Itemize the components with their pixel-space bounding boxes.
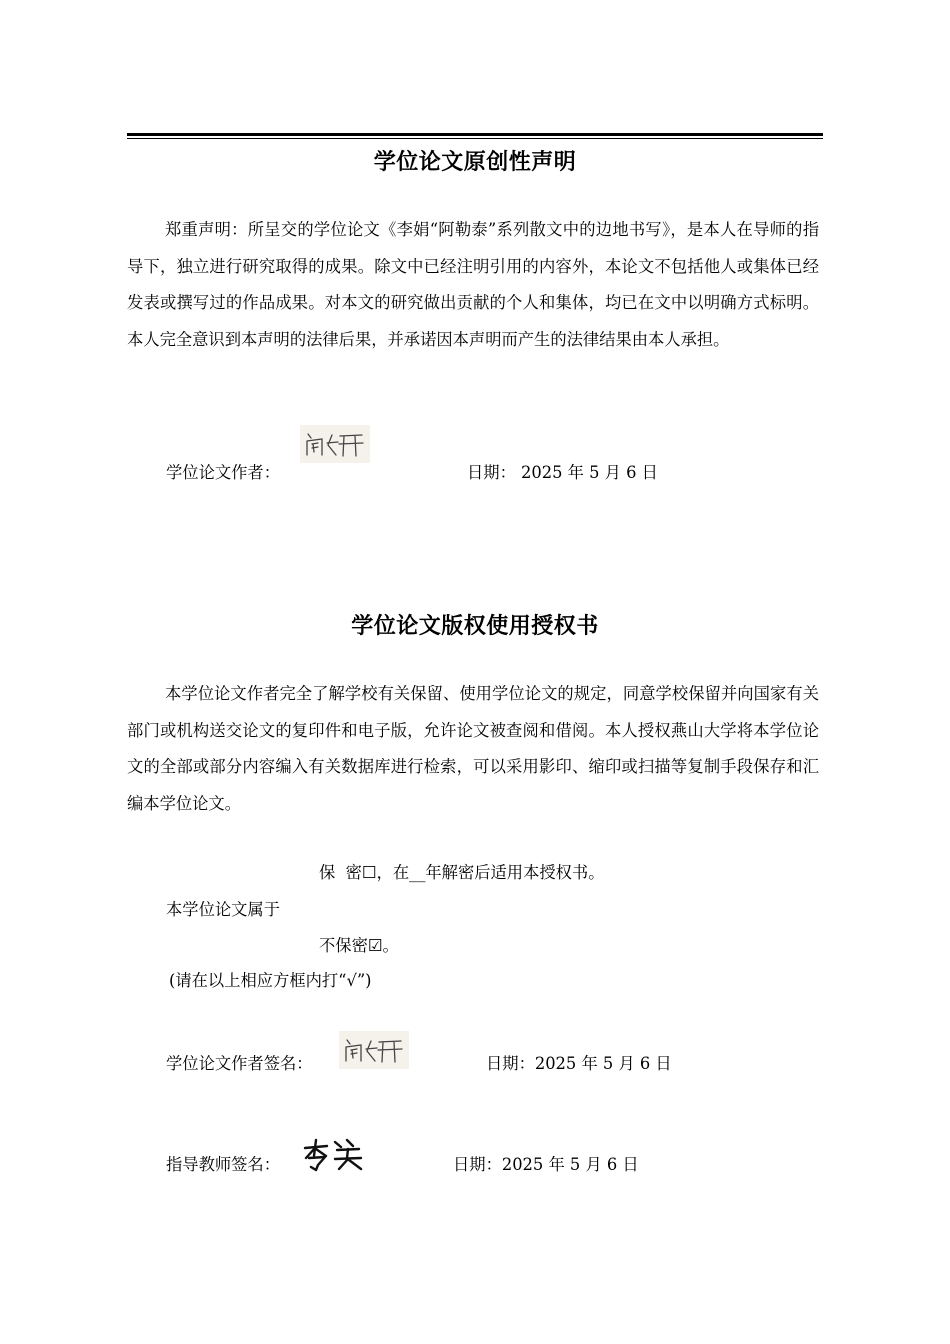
confidential-option xyxy=(319,859,604,883)
instruction-text: (请在以上相应方框内打“√”) xyxy=(169,971,372,990)
authorization-body: 本学位论文作者完全了解学校有关保留、使用学位论文的规定，同意学校保留并向国家有关部门或机构送交论文的复印件和电子版，允许论文被查阅和借阅。本人授权燕山大学将本学位论文的全部或部分内容编入有关数据库进行检索，可以采用影印、缩印或扫描等复制手段保存和汇编本学位论文。 xyxy=(127,684,819,813)
declaration-author-label: 学位论文作者： xyxy=(166,463,280,482)
nonconfidential-suffix: 。 xyxy=(382,936,399,955)
supervisor-signature xyxy=(301,1134,365,1174)
confidential-label: 保 密 xyxy=(319,863,362,882)
declaration-date-value: 2025 年 5 月 6 日 xyxy=(521,463,658,482)
declaration-author-signature xyxy=(300,425,370,463)
declaration-date xyxy=(467,459,658,483)
confidential-suffix: ，在__年解密后适用本授权书。 xyxy=(376,863,605,882)
supervisor-date: 日期：2025 年 5 月 6 日 xyxy=(453,1155,639,1174)
nonconfidential-option xyxy=(319,932,399,956)
supervisor-label: 指导教师签名： xyxy=(166,1155,280,1174)
nonconfidential-checkbox[interactable]: ☑ xyxy=(367,936,383,955)
authorization-author-label: 学位论文作者签名： xyxy=(166,1054,313,1073)
authorization-author-signature xyxy=(339,1031,409,1069)
declaration-title: 学位论文原创性声明 xyxy=(373,150,577,175)
declaration-date-label: 日期： xyxy=(467,463,516,482)
declaration-body: 郑重声明：所呈交的学位论文《李娟“阿勒泰”系列散文中的边地书写》，是本人在导师的指导下，独立进行研究取得的成果。除文中已经注明引用的内容外，本论文不包括他人或集体已经发表或撰写过的作品成果。对本文的研究做出贡献的个人和集体，均已在文中以明确方式标明。本人完全意识到本声明的法律后果，并承诺因本声明而产生的法律结果由本人承担。 xyxy=(127,220,819,349)
authorization-title: 学位论文版权使用授权书 xyxy=(351,614,599,639)
nonconfidential-label: 不保密 xyxy=(319,936,368,955)
belongs-label: 本学位论文属于 xyxy=(166,900,280,919)
confidential-checkbox[interactable]: ☐ xyxy=(361,863,377,882)
authorization-author-date: 日期：2025 年 5 月 6 日 xyxy=(486,1054,672,1073)
top-rule-thin xyxy=(127,138,823,139)
top-rule-thick xyxy=(127,133,823,136)
